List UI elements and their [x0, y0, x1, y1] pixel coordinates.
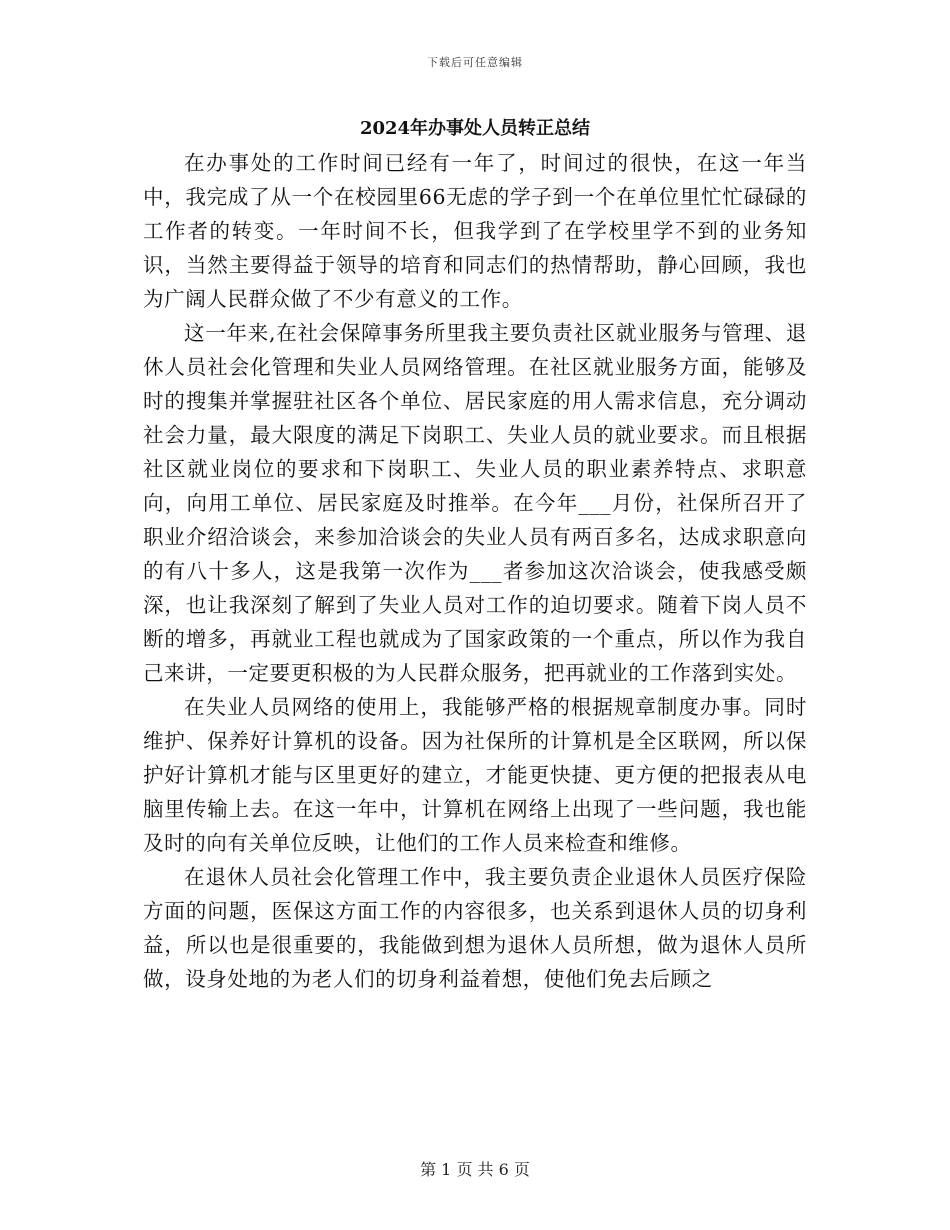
document-body	[143, 146, 807, 996]
paragraph-2: 这一年来,在社会保障事务所里我主要负责社区就业服务与管理、退休人员社会化管理和失业人员网络管理。在社区就业服务方面，能够及时的搜集并掌握驻社区各个单位、居民家庭的用人需求信息，充分调动社会力量，最大限度的满足下岗职工、失业人员的就业要求。而且根据社区就业岗位的要求和下岗职工、失业人员的职业素养特点、求职意向，向用工单位、居民家庭及时推举。在今年___月份，社保所召开了职业介绍洽谈会，来参加洽谈会的失业人员有两百多名，达成求职意向的有八十多人，这是我第一次作为___者参加这次洽谈会，使我感受颇深，也让我深刻了解到了失业人员对工作的迫切要求。随着下岗人员不断的增多，再就业工程也就成为了国家政策的一个重点，所以作为我自己来讲，一定要更积极的为人民群众服务，把再就业的工作落到实处。	[143, 321, 807, 685]
paragraph-3: 在失业人员网络的使用上，我能够严格的根据规章制度办事。同时维护、保养好计算机的设备。因为社保所的计算机是全区联网，所以保护好计算机才能与区里更好的建立，才能更快捷、更方便的把报表从电脑里传输上去。在这一年中，计算机在网络上出现了一些问题，我也能及时的向有关单位反映，让他们的工作人员来检查和维修。	[143, 695, 807, 855]
document-title: 2024年办事处人员转正总结	[359, 118, 591, 139]
header-note: 下载后可任意编辑	[427, 56, 523, 69]
paragraph-1: 在办事处的工作时间已经有一年了，时间过的很快，在这一年当中，我完成了从一个在校园里66无虑的学子到一个在单位里忙忙碌碌的工作者的转变。一年时间不长，但我学到了在学校里学不到的业务知识，当然主要得益于领导的培育和同志们的热情帮助，静心回顾，我也为广阔人民群众做了不少有意义的工作。	[143, 151, 807, 311]
page-number-footer: 第 1 页 共 6 页	[420, 1160, 530, 1179]
paragraph-4: 在退休人员社会化管理工作中，我主要负责企业退休人员医疗保险方面的问题，医保这方面工作的内容很多，也关系到退休人员的切身利益，所以也是很重要的，我能做到想为退休人员所想，做为退休人员所做，设身处地的为老人们的切身利益着想，使他们免去后顾之	[143, 865, 807, 991]
